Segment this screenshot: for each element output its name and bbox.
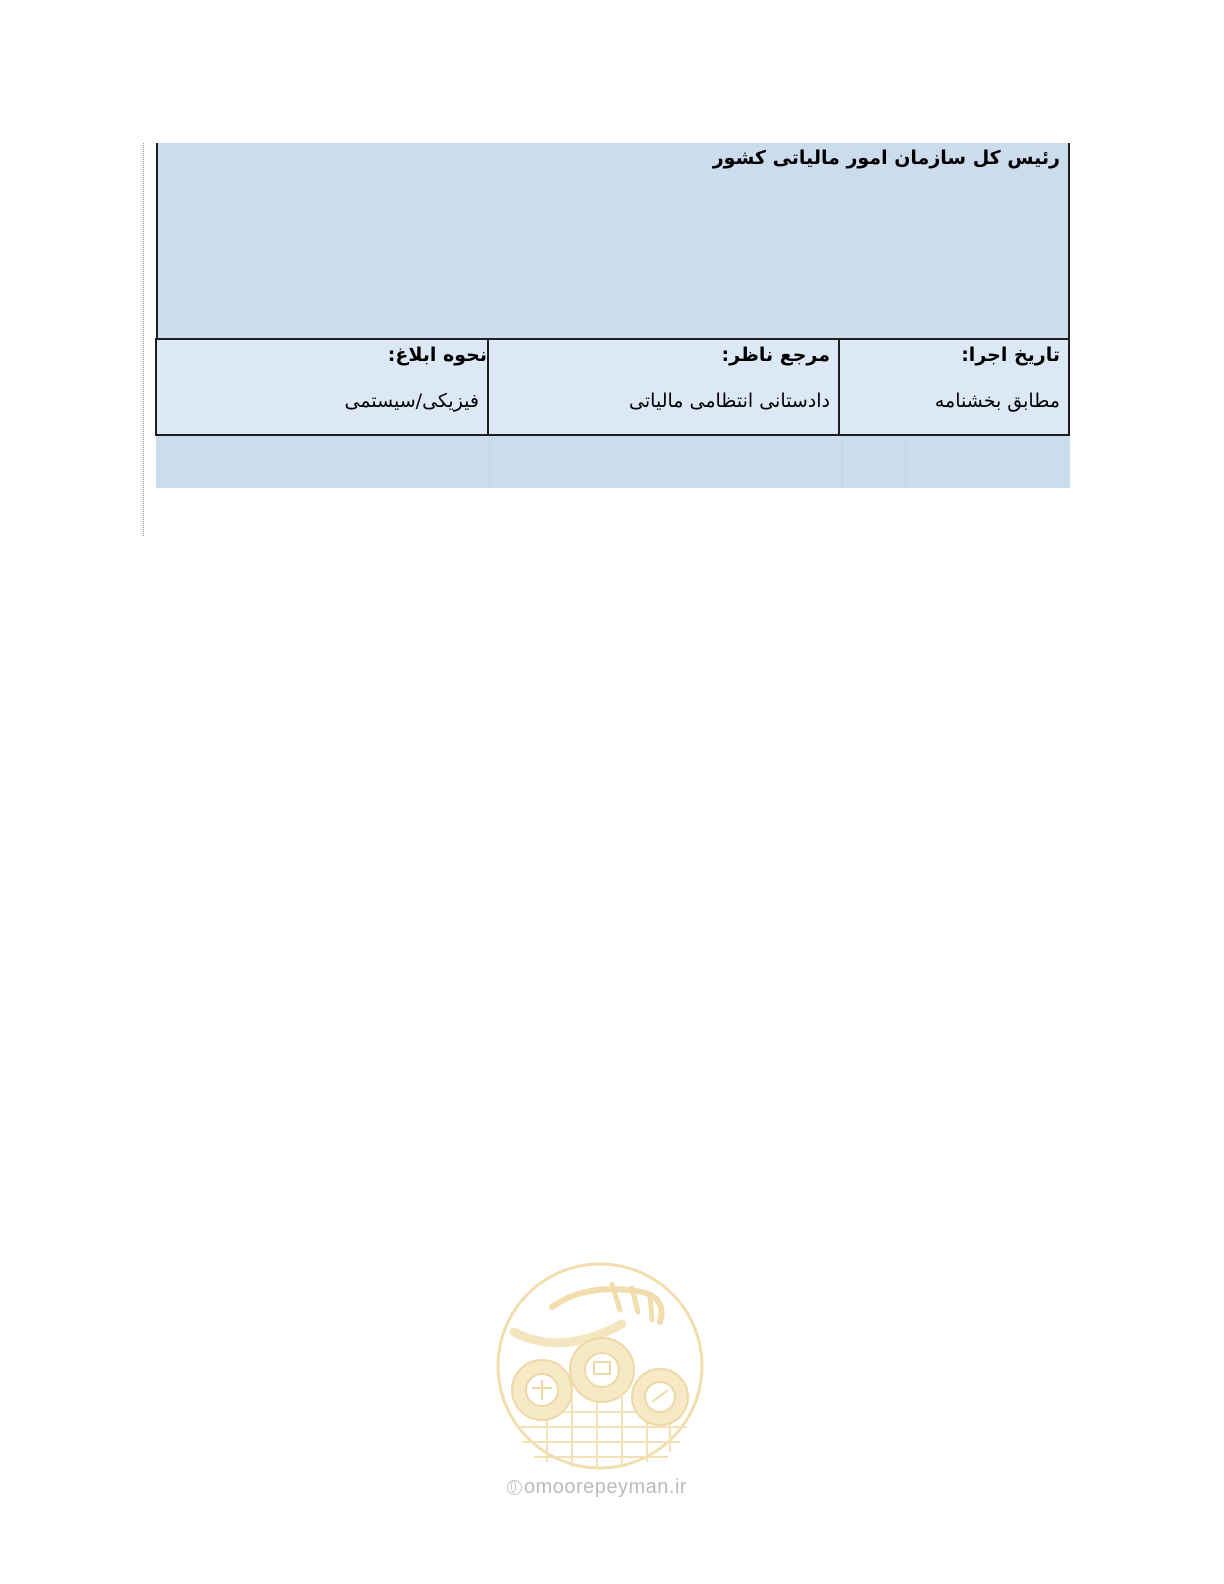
notification-method-value: فیزیکی/سیستمی bbox=[344, 390, 479, 412]
execution-date-value: مطابق بخشنامه bbox=[934, 390, 1060, 412]
empty-cell bbox=[156, 436, 489, 488]
notification-method-cell bbox=[157, 340, 487, 434]
supervisory-authority-cell bbox=[487, 340, 840, 434]
supervisory-authority-label: مرجع ناظر: bbox=[721, 344, 830, 366]
execution-date-cell bbox=[840, 340, 1068, 434]
info-table bbox=[155, 338, 1070, 436]
omoorepeyman-logo-icon bbox=[492, 1262, 712, 1472]
margin-guide bbox=[143, 143, 144, 536]
supervisory-authority-value: دادستانی انتظامی مالیاتی bbox=[629, 390, 830, 412]
execution-date-label: تاریخ اجرا: bbox=[961, 344, 1060, 366]
empty-cell bbox=[906, 436, 1070, 488]
empty-cell bbox=[842, 436, 906, 488]
signatory-title: رئیس کل سازمان امور مالیاتی کشور bbox=[712, 147, 1060, 169]
empty-table-row bbox=[156, 436, 1070, 488]
notification-method-label: نحوه ابلاغ: bbox=[387, 344, 487, 366]
watermark-url: omoorepeyman.ir bbox=[492, 1476, 702, 1499]
watermark-logo bbox=[492, 1262, 722, 1502]
signature-block bbox=[156, 143, 1070, 339]
empty-cell bbox=[489, 436, 842, 488]
globe-icon bbox=[507, 1480, 522, 1495]
